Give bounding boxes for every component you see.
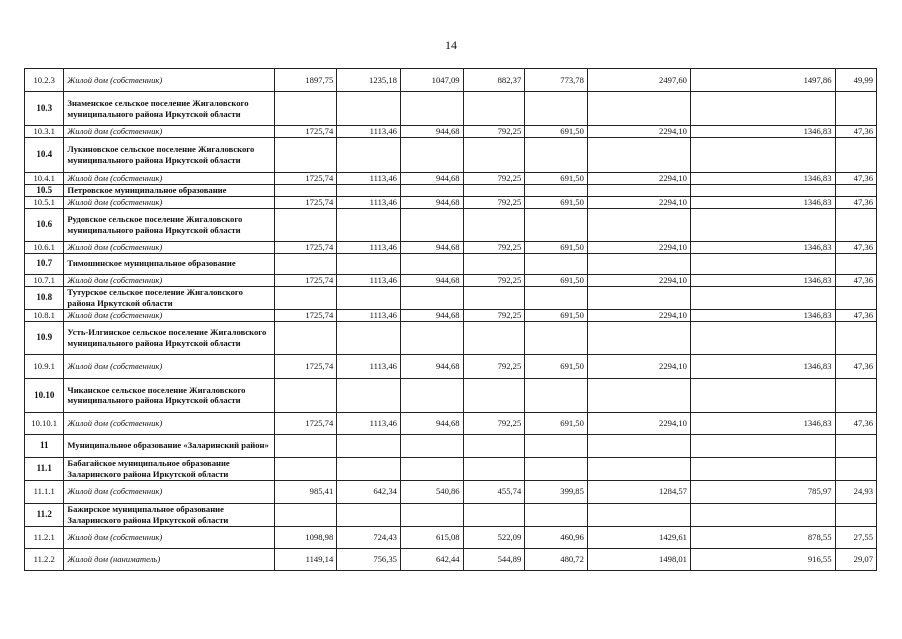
value-cell: 792,25 bbox=[463, 241, 525, 253]
empty-cell bbox=[587, 184, 690, 196]
value-cell: 522,09 bbox=[463, 526, 525, 548]
empty-cell bbox=[337, 457, 401, 480]
empty-cell bbox=[690, 184, 835, 196]
section-row bbox=[25, 378, 877, 412]
row-name: Жилой дом (собственник) bbox=[64, 69, 274, 92]
empty-cell bbox=[274, 208, 337, 241]
row-code: 10.4.1 bbox=[25, 172, 64, 184]
value-cell: 691,50 bbox=[525, 196, 588, 208]
value-cell: 27,55 bbox=[835, 526, 877, 548]
row-name: Жилой дом (наниматель) bbox=[64, 548, 274, 570]
empty-cell bbox=[835, 503, 877, 526]
value-cell: 2294,10 bbox=[587, 126, 690, 138]
value-cell: 1725,74 bbox=[274, 241, 337, 253]
section-title: Чиканское сельское поселение Жигаловского муниципального района Иркутской области bbox=[64, 378, 274, 412]
empty-cell bbox=[274, 378, 337, 412]
value-cell: 1429,61 bbox=[587, 526, 690, 548]
value-cell: 2497,60 bbox=[587, 69, 690, 92]
empty-cell bbox=[337, 184, 401, 196]
row-code: 11.2 bbox=[25, 503, 64, 526]
value-cell: 882,37 bbox=[463, 69, 525, 92]
empty-cell bbox=[525, 253, 588, 274]
section-title: Тимошинское муниципальное образование bbox=[64, 253, 274, 274]
value-cell: 1725,74 bbox=[274, 412, 337, 434]
value-cell: 399,85 bbox=[525, 480, 588, 503]
empty-cell bbox=[587, 208, 690, 241]
row-code: 10.7 bbox=[25, 253, 64, 274]
table-row bbox=[25, 480, 877, 503]
empty-cell bbox=[400, 208, 463, 241]
value-cell: 1098,98 bbox=[274, 526, 337, 548]
value-cell: 944,68 bbox=[400, 126, 463, 138]
row-code: 10.7.1 bbox=[25, 274, 64, 286]
empty-cell bbox=[525, 378, 588, 412]
table-row bbox=[25, 241, 877, 253]
row-code: 10.8.1 bbox=[25, 309, 64, 321]
row-code: 11.1.1 bbox=[25, 480, 64, 503]
row-code: 10.3 bbox=[25, 92, 64, 126]
empty-cell bbox=[525, 503, 588, 526]
section-row bbox=[25, 434, 877, 457]
row-code: 10.5 bbox=[25, 184, 64, 196]
section-title: Знаменское сельское поселение Жигаловского муниципального района Иркутской области bbox=[64, 92, 274, 126]
empty-cell bbox=[337, 503, 401, 526]
empty-cell bbox=[463, 184, 525, 196]
value-cell: 47,36 bbox=[835, 412, 877, 434]
empty-cell bbox=[835, 253, 877, 274]
empty-cell bbox=[587, 434, 690, 457]
value-cell: 47,36 bbox=[835, 354, 877, 378]
empty-cell bbox=[525, 184, 588, 196]
table-row bbox=[25, 526, 877, 548]
table-row bbox=[25, 309, 877, 321]
empty-cell bbox=[587, 137, 690, 172]
value-cell: 944,68 bbox=[400, 412, 463, 434]
section-row bbox=[25, 92, 877, 126]
value-cell: 1897,75 bbox=[274, 69, 337, 92]
value-cell: 1235,18 bbox=[337, 69, 401, 92]
empty-cell bbox=[587, 253, 690, 274]
row-name: Жилой дом (собственник) bbox=[64, 480, 274, 503]
tariff-table bbox=[24, 68, 877, 571]
section-title: Тутурское сельское поселение Жигаловского района Иркутской области bbox=[64, 286, 274, 309]
empty-cell bbox=[835, 457, 877, 480]
value-cell: 642,34 bbox=[337, 480, 401, 503]
value-cell: 2294,10 bbox=[587, 309, 690, 321]
value-cell: 47,36 bbox=[835, 241, 877, 253]
section-title: Петровское муниципальное образование bbox=[64, 184, 274, 196]
empty-cell bbox=[835, 321, 877, 354]
empty-cell bbox=[835, 184, 877, 196]
empty-cell bbox=[835, 286, 877, 309]
table-row bbox=[25, 548, 877, 570]
empty-cell bbox=[835, 92, 877, 126]
empty-cell bbox=[400, 503, 463, 526]
value-cell: 1149,14 bbox=[274, 548, 337, 570]
empty-cell bbox=[587, 321, 690, 354]
value-cell: 544,89 bbox=[463, 548, 525, 570]
empty-cell bbox=[690, 321, 835, 354]
value-cell: 2294,10 bbox=[587, 241, 690, 253]
row-name: Жилой дом (собственник) bbox=[64, 354, 274, 378]
row-code: 10.8 bbox=[25, 286, 64, 309]
value-cell: 2294,10 bbox=[587, 172, 690, 184]
empty-cell bbox=[337, 286, 401, 309]
empty-cell bbox=[835, 378, 877, 412]
value-cell: 792,25 bbox=[463, 274, 525, 286]
section-title: Лукиновское сельское поселение Жигаловского муниципального района Иркутской области bbox=[64, 137, 274, 172]
value-cell: 691,50 bbox=[525, 126, 588, 138]
value-cell: 1346,83 bbox=[690, 196, 835, 208]
value-cell: 2294,10 bbox=[587, 412, 690, 434]
section-title: Муниципальное образование «Заларинский район» bbox=[64, 434, 274, 457]
empty-cell bbox=[525, 137, 588, 172]
value-cell: 460,96 bbox=[525, 526, 588, 548]
row-name: Жилой дом (собственник) bbox=[64, 274, 274, 286]
value-cell: 691,50 bbox=[525, 309, 588, 321]
empty-cell bbox=[274, 286, 337, 309]
empty-cell bbox=[337, 92, 401, 126]
empty-cell bbox=[690, 92, 835, 126]
value-cell: 1047,09 bbox=[400, 69, 463, 92]
value-cell: 1113,46 bbox=[337, 126, 401, 138]
empty-cell bbox=[690, 503, 835, 526]
row-code: 10.2.3 bbox=[25, 69, 64, 92]
value-cell: 691,50 bbox=[525, 172, 588, 184]
table-row bbox=[25, 196, 877, 208]
empty-cell bbox=[690, 253, 835, 274]
empty-cell bbox=[525, 434, 588, 457]
empty-cell bbox=[337, 253, 401, 274]
empty-cell bbox=[400, 434, 463, 457]
section-row bbox=[25, 253, 877, 274]
value-cell: 1346,83 bbox=[690, 274, 835, 286]
value-cell: 1346,83 bbox=[690, 412, 835, 434]
row-code: 10.6.1 bbox=[25, 241, 64, 253]
empty-cell bbox=[835, 137, 877, 172]
empty-cell bbox=[690, 378, 835, 412]
value-cell: 792,25 bbox=[463, 172, 525, 184]
value-cell: 1725,74 bbox=[274, 126, 337, 138]
row-name: Жилой дом (собственник) bbox=[64, 241, 274, 253]
value-cell: 1113,46 bbox=[337, 309, 401, 321]
empty-cell bbox=[337, 137, 401, 172]
empty-cell bbox=[690, 137, 835, 172]
table-row bbox=[25, 126, 877, 138]
value-cell: 792,25 bbox=[463, 196, 525, 208]
row-name: Жилой дом (собственник) bbox=[64, 526, 274, 548]
empty-cell bbox=[835, 434, 877, 457]
empty-cell bbox=[400, 137, 463, 172]
table-row bbox=[25, 274, 877, 286]
value-cell: 1346,83 bbox=[690, 126, 835, 138]
value-cell: 1113,46 bbox=[337, 354, 401, 378]
value-cell: 1346,83 bbox=[690, 241, 835, 253]
value-cell: 480,72 bbox=[525, 548, 588, 570]
empty-cell bbox=[274, 137, 337, 172]
empty-cell bbox=[587, 286, 690, 309]
value-cell: 1113,46 bbox=[337, 172, 401, 184]
value-cell: 944,68 bbox=[400, 274, 463, 286]
empty-cell bbox=[400, 378, 463, 412]
value-cell: 1725,74 bbox=[274, 172, 337, 184]
row-code: 10.3.1 bbox=[25, 126, 64, 138]
value-cell: 47,36 bbox=[835, 126, 877, 138]
section-row bbox=[25, 184, 877, 196]
value-cell: 2294,10 bbox=[587, 196, 690, 208]
empty-cell bbox=[690, 286, 835, 309]
empty-cell bbox=[690, 434, 835, 457]
empty-cell bbox=[337, 208, 401, 241]
empty-cell bbox=[587, 503, 690, 526]
value-cell: 1113,46 bbox=[337, 196, 401, 208]
empty-cell bbox=[587, 92, 690, 126]
value-cell: 455,74 bbox=[463, 480, 525, 503]
value-cell: 944,68 bbox=[400, 354, 463, 378]
row-name: Жилой дом (собственник) bbox=[64, 412, 274, 434]
empty-cell bbox=[274, 92, 337, 126]
value-cell: 2294,10 bbox=[587, 274, 690, 286]
empty-cell bbox=[400, 286, 463, 309]
empty-cell bbox=[463, 137, 525, 172]
value-cell: 916,55 bbox=[690, 548, 835, 570]
empty-cell bbox=[463, 253, 525, 274]
section-title: Бажирское муниципальное образование Заларинского района Иркутской области bbox=[64, 503, 274, 526]
empty-cell bbox=[587, 378, 690, 412]
value-cell: 1725,74 bbox=[274, 354, 337, 378]
empty-cell bbox=[525, 208, 588, 241]
table-row bbox=[25, 354, 877, 378]
value-cell: 944,68 bbox=[400, 241, 463, 253]
value-cell: 724,43 bbox=[337, 526, 401, 548]
empty-cell bbox=[525, 321, 588, 354]
empty-cell bbox=[274, 184, 337, 196]
empty-cell bbox=[463, 286, 525, 309]
value-cell: 878,55 bbox=[690, 526, 835, 548]
value-cell: 691,50 bbox=[525, 412, 588, 434]
empty-cell bbox=[274, 457, 337, 480]
value-cell: 756,35 bbox=[337, 548, 401, 570]
section-row bbox=[25, 208, 877, 241]
row-code: 10.4 bbox=[25, 137, 64, 172]
page-number: 14 bbox=[445, 38, 457, 52]
value-cell: 1497,86 bbox=[690, 69, 835, 92]
row-code: 11 bbox=[25, 434, 64, 457]
empty-cell bbox=[525, 457, 588, 480]
empty-cell bbox=[463, 457, 525, 480]
row-code: 10.6 bbox=[25, 208, 64, 241]
empty-cell bbox=[463, 378, 525, 412]
value-cell: 642,44 bbox=[400, 548, 463, 570]
section-title: Бабагайское муниципальное образование Заларинского района Иркутской области bbox=[64, 457, 274, 480]
empty-cell bbox=[463, 92, 525, 126]
empty-cell bbox=[274, 321, 337, 354]
value-cell: 792,25 bbox=[463, 309, 525, 321]
value-cell: 29,07 bbox=[835, 548, 877, 570]
row-code: 10.10 bbox=[25, 378, 64, 412]
empty-cell bbox=[274, 434, 337, 457]
value-cell: 792,25 bbox=[463, 412, 525, 434]
value-cell: 1284,57 bbox=[587, 480, 690, 503]
row-name: Жилой дом (собственник) bbox=[64, 196, 274, 208]
empty-cell bbox=[400, 184, 463, 196]
table-row bbox=[25, 412, 877, 434]
value-cell: 47,36 bbox=[835, 196, 877, 208]
row-code: 10.9 bbox=[25, 321, 64, 354]
section-row bbox=[25, 503, 877, 526]
value-cell: 773,78 bbox=[525, 69, 588, 92]
section-row bbox=[25, 286, 877, 309]
empty-cell bbox=[463, 208, 525, 241]
row-code: 11.1 bbox=[25, 457, 64, 480]
value-cell: 1725,74 bbox=[274, 196, 337, 208]
value-cell: 1498,01 bbox=[587, 548, 690, 570]
row-name: Жилой дом (собственник) bbox=[64, 126, 274, 138]
row-code: 10.10.1 bbox=[25, 412, 64, 434]
empty-cell bbox=[463, 503, 525, 526]
value-cell: 2294,10 bbox=[587, 354, 690, 378]
table-row bbox=[25, 172, 877, 184]
section-row bbox=[25, 321, 877, 354]
empty-cell bbox=[835, 208, 877, 241]
empty-cell bbox=[463, 321, 525, 354]
value-cell: 1725,74 bbox=[274, 274, 337, 286]
value-cell: 1346,83 bbox=[690, 309, 835, 321]
empty-cell bbox=[463, 434, 525, 457]
value-cell: 615,08 bbox=[400, 526, 463, 548]
value-cell: 985,41 bbox=[274, 480, 337, 503]
value-cell: 47,36 bbox=[835, 309, 877, 321]
value-cell: 1113,46 bbox=[337, 412, 401, 434]
row-code: 11.2.1 bbox=[25, 526, 64, 548]
empty-cell bbox=[525, 286, 588, 309]
empty-cell bbox=[337, 378, 401, 412]
value-cell: 785,97 bbox=[690, 480, 835, 503]
value-cell: 47,36 bbox=[835, 172, 877, 184]
value-cell: 792,25 bbox=[463, 354, 525, 378]
section-row bbox=[25, 457, 877, 480]
empty-cell bbox=[690, 208, 835, 241]
value-cell: 691,50 bbox=[525, 241, 588, 253]
empty-cell bbox=[400, 92, 463, 126]
empty-cell bbox=[400, 457, 463, 480]
row-code: 10.9.1 bbox=[25, 354, 64, 378]
empty-cell bbox=[337, 434, 401, 457]
empty-cell bbox=[400, 321, 463, 354]
table-row bbox=[25, 69, 877, 92]
value-cell: 1725,74 bbox=[274, 309, 337, 321]
empty-cell bbox=[400, 253, 463, 274]
value-cell: 49,99 bbox=[835, 69, 877, 92]
value-cell: 47,36 bbox=[835, 274, 877, 286]
row-name: Жилой дом (собственник) bbox=[64, 172, 274, 184]
value-cell: 1113,46 bbox=[337, 241, 401, 253]
empty-cell bbox=[274, 503, 337, 526]
value-cell: 691,50 bbox=[525, 274, 588, 286]
value-cell: 944,68 bbox=[400, 172, 463, 184]
row-code: 11.2.2 bbox=[25, 548, 64, 570]
value-cell: 540,86 bbox=[400, 480, 463, 503]
value-cell: 944,68 bbox=[400, 196, 463, 208]
row-code: 10.5.1 bbox=[25, 196, 64, 208]
empty-cell bbox=[587, 457, 690, 480]
value-cell: 1346,83 bbox=[690, 172, 835, 184]
value-cell: 691,50 bbox=[525, 354, 588, 378]
section-row bbox=[25, 137, 877, 172]
value-cell: 24,93 bbox=[835, 480, 877, 503]
value-cell: 792,25 bbox=[463, 126, 525, 138]
empty-cell bbox=[690, 457, 835, 480]
value-cell: 1346,83 bbox=[690, 354, 835, 378]
empty-cell bbox=[274, 253, 337, 274]
empty-cell bbox=[525, 92, 588, 126]
value-cell: 1113,46 bbox=[337, 274, 401, 286]
value-cell: 944,68 bbox=[400, 309, 463, 321]
empty-cell bbox=[337, 321, 401, 354]
section-title: Усть-Илгинское сельское поселение Жигаловского муниципального района Иркутской области bbox=[64, 321, 274, 354]
section-title: Рудовское сельское поселение Жигаловского муниципального района Иркутской области bbox=[64, 208, 274, 241]
row-name: Жилой дом (собственник) bbox=[64, 309, 274, 321]
